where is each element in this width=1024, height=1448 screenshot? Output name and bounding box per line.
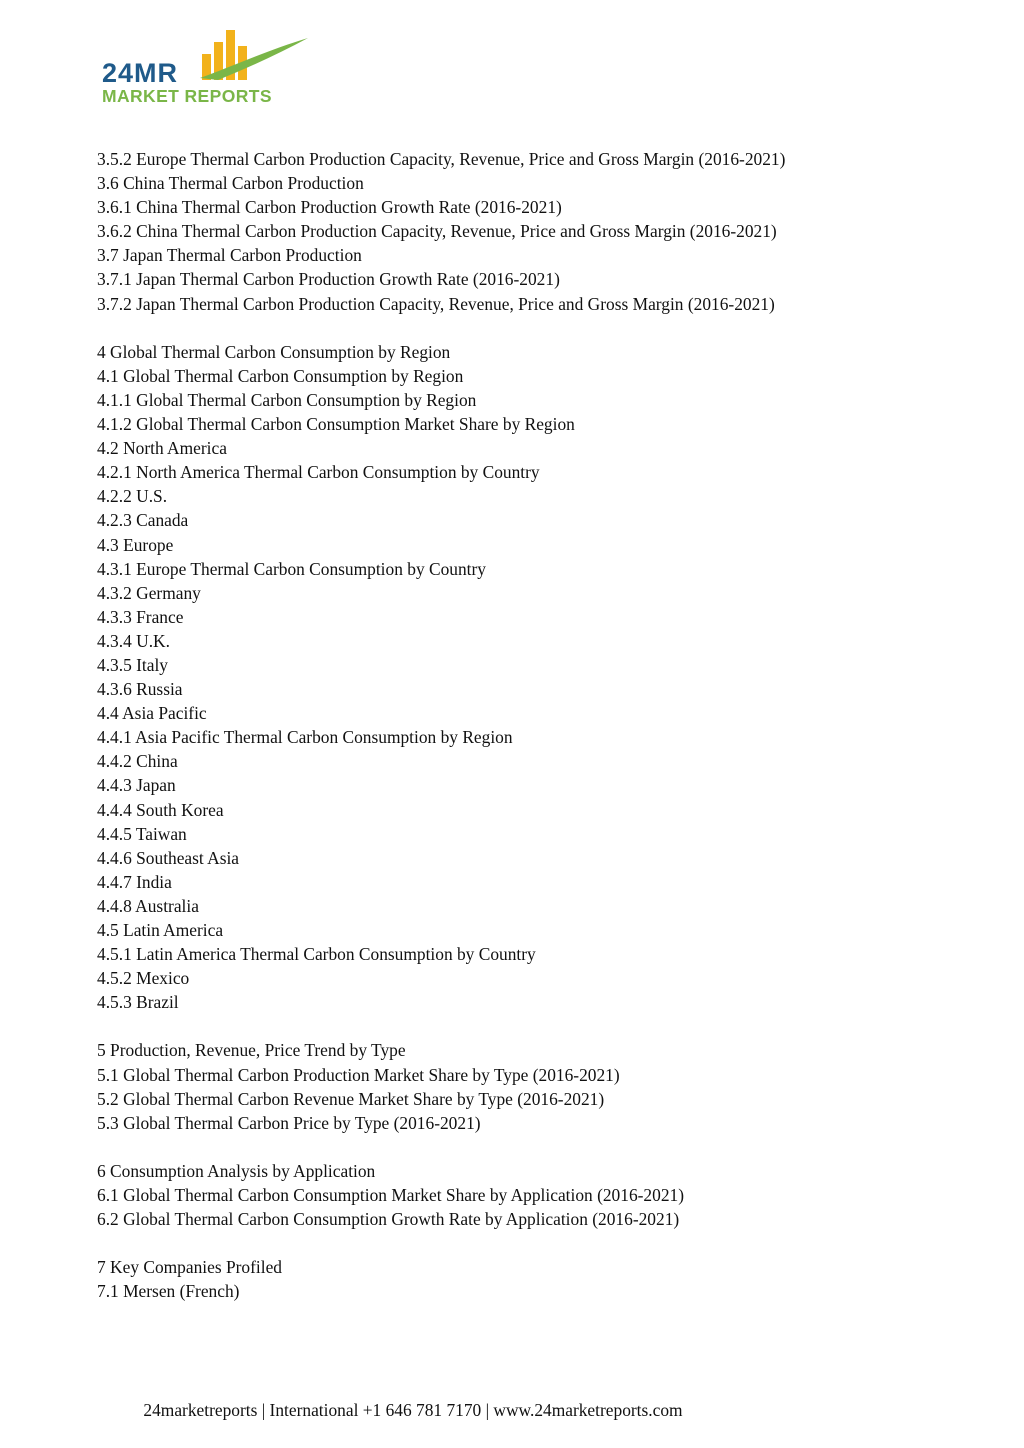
section-spacer xyxy=(97,1231,997,1255)
toc-entry: 5 Production, Revenue, Price Trend by Type xyxy=(97,1040,406,1061)
toc-entry: 7.1 Mersen (French) xyxy=(97,1281,240,1302)
toc-entry: 5.1 Global Thermal Carbon Production Market Share by Type (2016-2021) xyxy=(97,1064,620,1085)
toc-entry: 7 Key Companies Profiled xyxy=(97,1257,282,1278)
toc-entry: 4.4.7 India xyxy=(97,871,172,892)
toc-entry: 4.3.5 Italy xyxy=(97,654,168,675)
toc-entry: 4.3.6 Russia xyxy=(97,679,183,700)
toc-entry: 4.2.3 Canada xyxy=(97,510,189,531)
toc-entry: 4.2.2 U.S. xyxy=(97,486,168,507)
toc-entry: 4.4.5 Taiwan xyxy=(97,823,187,844)
toc-entry: 6 Consumption Analysis by Application xyxy=(97,1160,376,1181)
toc-entry: 3.6.2 China Thermal Carbon Production Capacity, Revenue, Price and Gross Margin (2016-2021) xyxy=(97,221,777,242)
toc-entry: 4.3.3 France xyxy=(97,606,184,627)
toc-entry: 5.3 Global Thermal Carbon Price by Type (2016-2021) xyxy=(97,1112,481,1133)
toc-entry: 4.2.1 North America Thermal Carbon Consumption by Country xyxy=(97,462,540,483)
toc-entry: 4.3.4 U.K. xyxy=(97,630,170,651)
toc-entry: 4.4.2 China xyxy=(97,751,178,772)
toc-entry: 4.3.1 Europe Thermal Carbon Consumption by Country xyxy=(97,558,486,579)
toc-entry: 3.6.1 China Thermal Carbon Production Growth Rate (2016-2021) xyxy=(97,197,562,218)
toc-entry: 5.2 Global Thermal Carbon Revenue Market Share by Type (2016-2021) xyxy=(97,1088,605,1109)
toc-entry: 4.4.3 Japan xyxy=(97,775,176,796)
toc-entry: 3.7 Japan Thermal Carbon Production xyxy=(97,245,362,266)
toc-entry: 4.1 Global Thermal Carbon Consumption by Region xyxy=(97,365,464,386)
toc-entry: 3.5.2 Europe Thermal Carbon Production Capacity, Revenue, Price and Gross Margin (2016-2021) xyxy=(97,149,786,169)
toc-entry: 4.3 Europe xyxy=(97,534,174,555)
section-spacer xyxy=(97,1135,997,1159)
toc-entry: 6.1 Global Thermal Carbon Consumption Market Share by Application (2016-2021) xyxy=(97,1185,685,1206)
toc-entry: 4.4.1 Asia Pacific Thermal Carbon Consumption by Region xyxy=(97,727,513,748)
section-spacer xyxy=(97,316,997,340)
bar-chart-logo-icon xyxy=(198,28,310,84)
toc-entry: 4.2 North America xyxy=(97,438,227,459)
logo-tagline: MARKET REPORTS xyxy=(102,86,272,106)
toc-entry: 4.5.3 Brazil xyxy=(97,992,179,1013)
toc-entry: 4.5.2 Mexico xyxy=(97,968,190,989)
page-footer: 24marketreports | International +1 646 781 7170 | www.24marketreports.com xyxy=(143,1400,683,1420)
table-of-contents xyxy=(97,147,997,1304)
toc-entry: 4.1.2 Global Thermal Carbon Consumption Market Share by Region xyxy=(97,414,575,435)
toc-entry: 4.5 Latin America xyxy=(97,920,224,940)
toc-entry: 4.3.2 Germany xyxy=(97,582,201,603)
toc-entry: 4.4 Asia Pacific xyxy=(97,703,207,724)
company-logo xyxy=(102,28,312,110)
toc-entry: 4.4.8 Australia xyxy=(97,895,199,916)
toc-entry: 6.2 Global Thermal Carbon Consumption Growth Rate by Application (2016-2021) xyxy=(97,1209,680,1230)
toc-entry: 4 Global Thermal Carbon Consumption by Region xyxy=(97,341,451,362)
toc-entry: 3.7.1 Japan Thermal Carbon Production Growth Rate (2016-2021) xyxy=(97,269,560,290)
toc-entry: 4.4.4 South Korea xyxy=(97,799,224,820)
toc-entry: 3.7.2 Japan Thermal Carbon Production Capacity, Revenue, Price and Gross Margin (2016-2021) xyxy=(97,293,775,314)
section-spacer xyxy=(97,1014,997,1038)
toc-entry: 4.1.1 Global Thermal Carbon Consumption by Region xyxy=(97,389,477,410)
logo-wordmark: 24MR xyxy=(102,58,179,88)
toc-entry: 4.4.6 Southeast Asia xyxy=(97,847,240,868)
toc-entry: 4.5.1 Latin America Thermal Carbon Consumption by Country xyxy=(97,944,536,965)
toc-entry: 3.6 China Thermal Carbon Production xyxy=(97,173,364,194)
